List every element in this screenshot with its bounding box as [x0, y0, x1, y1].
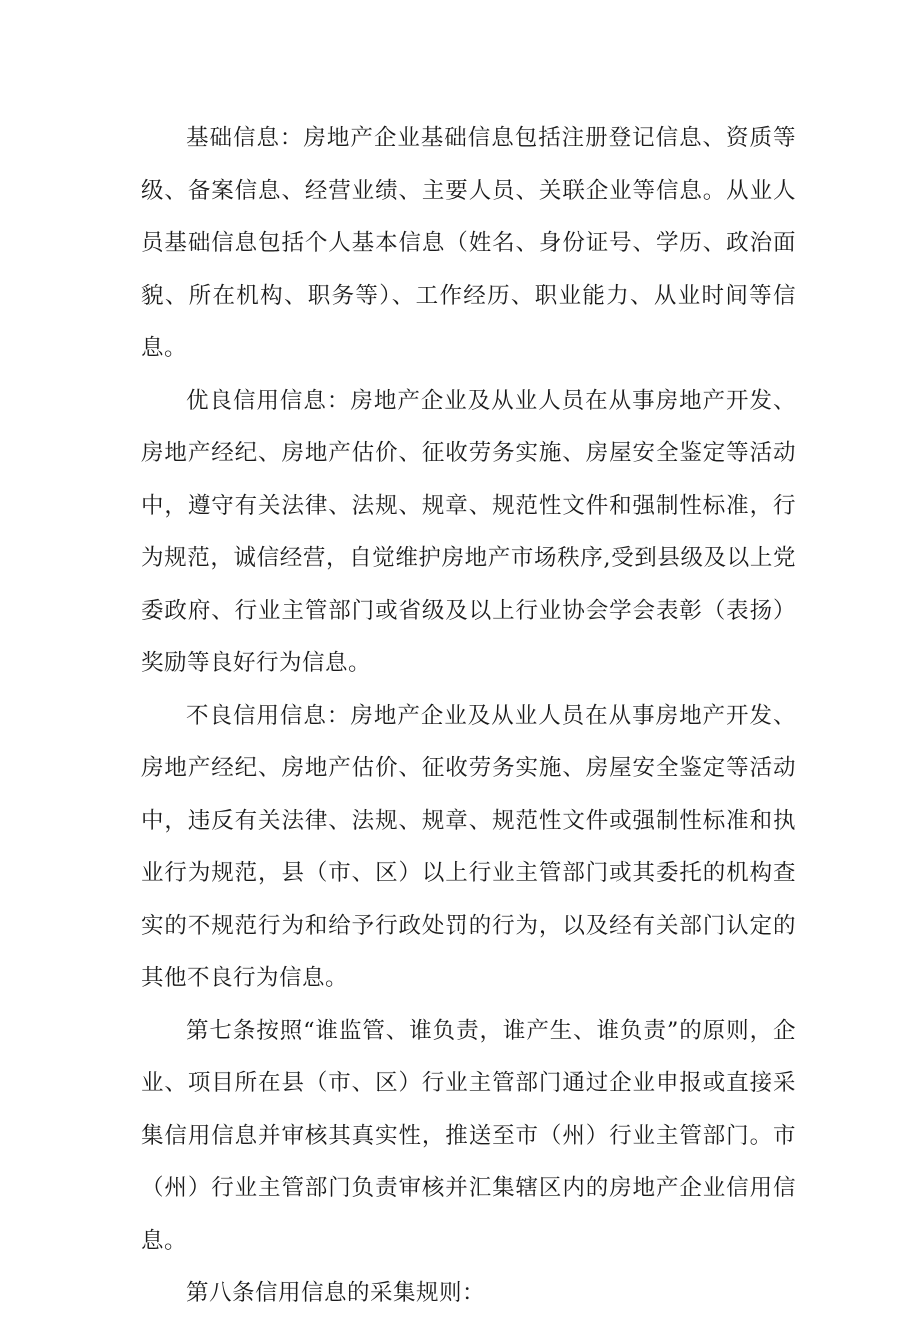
paragraph-bad-credit-info: 不良信用信息：房地产企业及从业人员在从事房地产开发、房地产经纪、房地产估价、征收劳务实施、房屋安全鉴定等活动中，违反有关法律、法规、规章、规范性文件或强制性标准和执业行为规范，县（市、区）以上行业主管部门或其委托的机构查实的不规范行为和给予行政处罚的行为，以及经有关部门认定的其他不良行为信息。 — [141, 702, 796, 991]
paragraph-article-7: 第七条按照“谁监管、谁负责，谁产生、谁负责”的原则，企业、项目所在县（市、区）行业主管部门通过企业申报或直接采集信用信息并审核其真实性，推送至市（州）行业主管部门。市（州）行业主管部门负责审核并汇集辖区内的房地产企业信用信息。 — [141, 1017, 796, 1254]
paragraph-good-credit-info: 优良信用信息：房地产企业及从业人员在从事房地产开发、房地产经纪、房地产估价、征收劳务实施、房屋安全鉴定等活动中，遵守有关法律、法规、规章、规范性文件和强制性标准，行为规范，诚信经营，自觉维护房地产市场秩序,受到县级及以上党委政府、行业主管部门或省级及以上行业协会学会表彰（表扬）奖励等良好行为信息。 — [141, 387, 796, 676]
document-page — [141, 112, 796, 1320]
paragraph-article-8: 第八条信用信息的采集规则： — [186, 1280, 486, 1306]
paragraph-basic-info: 基础信息：房地产企业基础信息包括注册登记信息、资质等级、备案信息、经营业绩、主要人员、关联企业等信息。从业人员基础信息包括个人基本信息（姓名、身份证号、学历、政治面貌、所在机构、职务等）、工作经历、职业能力、从业时间等信息。 — [141, 125, 796, 361]
